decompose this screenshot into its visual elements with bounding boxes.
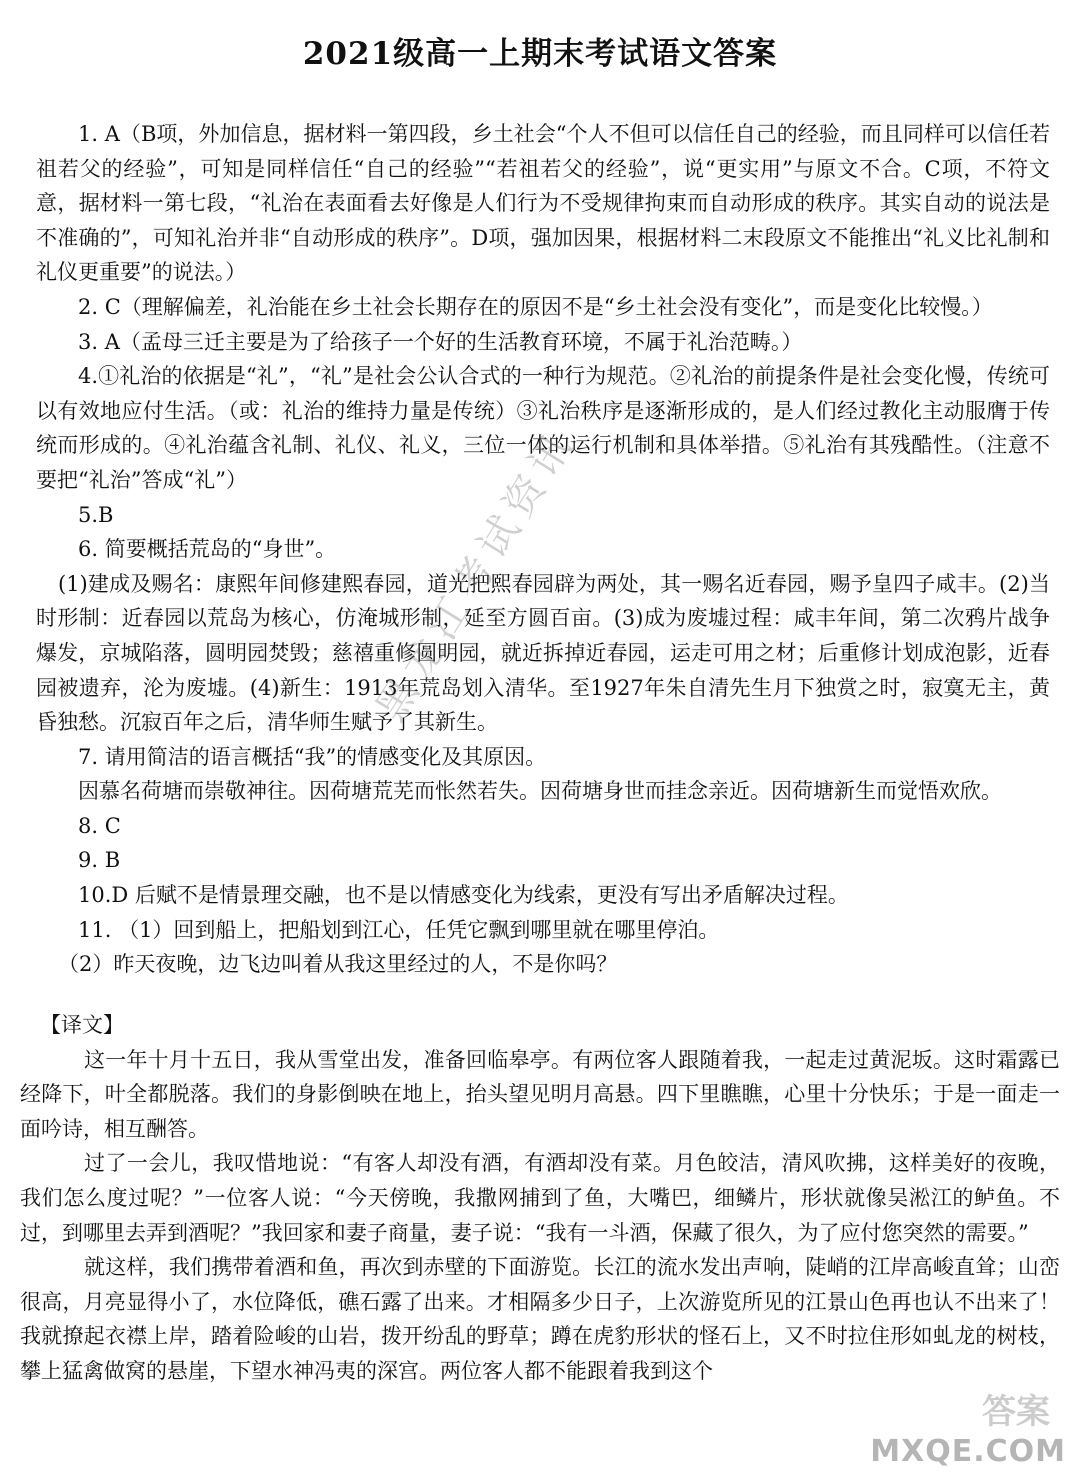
answer-q3: 3. A（孟母三迁主要是为了给孩子一个好的生活教育环境，不属于礼治范畴。） [78,329,803,354]
answer-q9: 9. B [78,848,121,873]
answer-q10: 10.D 后赋不是情景理交融，也不是以情感变化为线索，更没有写出矛盾解决过程。 [78,883,849,908]
answer-q11-part1: 11. （1）回到船上，把船划到江心，任凭它飘到哪里就在哪里停泊。 [78,917,720,942]
answer-q8: 8. C [78,813,121,838]
answer-q6-body: (1)建成及赐名：康熙年间修建熙春园，道光把熙春园辟为两处，其一赐名近春园，赐予皇四子咸丰。(2)当时形制：近春园以荒岛为核心，仿淹城形制，延至方圆百亩。(3)成为废墟过程：咸丰年间，第二次鸦片战争爆发，京城陷落，圆明园焚毁；慈禧重修圆明园，就近拆掉近春园，运走可用之材；后重修计划成泡影，近春园被遗弃，沦为废墟。(4)新生：1913年荒岛划入清华。至1927年朱自清先生月下独赏之时，寂寞无主，黄昏独愁。沉寂百年之后，清华师生赋予了其新生。 [36,571,1050,735]
watermark-text: 黑龙江考试资讯 [367,419,585,730]
translation-heading: 【译文】 [40,1013,124,1037]
answer-q7-body: 因慕名荷塘而崇敬神往。因荷塘荒芜而怅然若失。因荷塘身世而挂念亲近。因荷塘新生而觉悟欢欣。 [78,779,1002,804]
answer-q1: 1. A（B项，外加信息，据材料一第四段，乡土社会“个人不但可以信任自己的经验，而且同样可以信任若祖若父的经验”，可知是同样信任“自己的经验”“若祖若父的经验”，说“更实用”与原文不合。C项，不符文意，据材料一第七段，“礼治在表面看去好像是人们行为不受规律拘束而自动形成的秩序。其实自动的说法是不准确的”，可知礼治并非“自动形成的秩序”。D项，强加因果，根据材料二末段原文不能推出“礼义比礼制和礼仪更重要”的说法。） [36,122,1050,285]
answer-q4: 4.①礼治的依据是“礼”，“礼”是社会公认合式的一种行为规范。②礼治的前提条件是社会变化慢，传统可以有效地应付生活。（或：礼治的维持力量是传统）③礼治秩序是逐渐形成的，是人们经过教化主动服膺于传统而形成的。④礼治蕴含礼制、礼仪、礼义，三位一体的运行机制和具体举措。⑤礼治有其残酷性。（注意不要把“礼治”答成“礼”） [36,364,1050,492]
watermark-stamp: 答案 [982,1392,1050,1432]
answer-section [36,117,1050,982]
site-logo-watermark: MXQE.COM [870,1434,1066,1469]
translation-section [20,1008,1060,1389]
translation-paragraph-3: 就这样，我们携带着酒和鱼，再次到赤壁的下面游览。长江的流水发出声响，陡峭的江岸高峻直耸；山峦很高，月亮显得小了，水位降低，礁石露了出来。才相隔多少日子，上次游览所见的江景山色再也认不出来了！我就撩起衣襟上岸，踏着险峻的山岩，拨开纷乱的野草；蹲在虎豹形状的怪石上，又不时拉住形如虬龙的树枝，攀上猛禽做窝的悬崖，下望水神冯夷的深宫。两位客人都不能跟着我到这个 [20,1255,1060,1383]
translation-paragraph-1: 这一年十月十五日，我从雪堂出发，准备回临皋亭。有两位客人跟随着我，一起走过黄泥坂。这时霜露已经降下，叶全都脱落。我们的身影倒映在地上，抬头望见明月高悬。四下里瞧瞧，心里十分快乐；于是一面走一面吟诗，相互酬答。 [20,1047,1060,1141]
answer-q2: 2. C（理解偏差，礼治能在乡土社会长期存在的原因不是“乡土社会没有变化”，而是变化比较慢。） [78,294,993,319]
answer-q7-heading: 7. 请用简洁的语言概括“我”的情感变化及其原因。 [78,744,547,769]
answer-q11-part2: （2）昨天夜晚，边飞边叫着从我这里经过的人，不是你吗？ [58,952,618,977]
answer-q5: 5.B [78,502,114,527]
answer-q6-heading: 6. 简要概括荒岛的“身世”。 [78,537,337,562]
page-title: 2021级高一上期末考试语文答案 [302,36,778,72]
translation-paragraph-2: 过了一会儿，我叹惜地说：“有客人却没有酒，有酒却没有菜。月色皎洁，清风吹拂，这样美好的夜晚，我们怎么度过呢？”一位客人说：“今天傍晚，我撒网捕到了鱼，大嘴巴，细鳞片，形状就像吴淞江的鲈鱼。不过，到哪里去弄到酒呢？”我回家和妻子商量，妻子说：“我有一斗酒，保藏了很久，为了应付您突然的需要。” [20,1151,1060,1245]
